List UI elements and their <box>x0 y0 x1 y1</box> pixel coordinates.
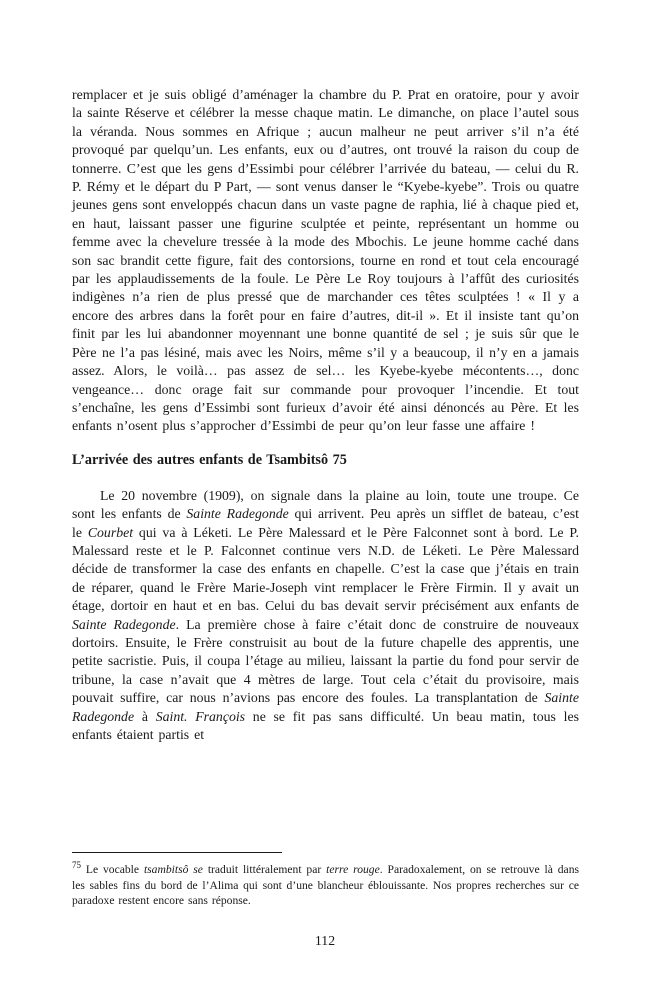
footnote-block <box>72 852 579 909</box>
text-segment-normal: qui va à Léketi. Le Père Malessard et le Père Falconnet sont à bord. Le P. Malessard reste et le P. Falconnet continue vers N.D. de Léketi. Le Père Malessard décide de transformer la case des enfants en chapelle. C’est la case que j’étais en train de réparer, quand le Frère Marie-Joseph vint remplacer le Frère Firmin. Il y avait un étage, dortoir en haut et en bas. Celui du bas devait servir précisément aux enfants de <box>72 524 580 614</box>
text-segment-normal: traduit littéralement par <box>202 863 327 876</box>
footnote-text <box>72 862 579 909</box>
text-segment-normal: Le vocable <box>81 863 144 876</box>
text-segment-normal: qui arrivent. Peu après un sifflet de bateau, c’est le <box>72 506 579 540</box>
text-segment-normal: remplacer et je suis obligé d’aménager la chambre du P. Prat en oratoire, pour y avoir la sainte Réserve et célébrer la messe chaque matin. Le dimanche, on place l’autel sous la véranda. Nous sommes en Afrique ; aucun malheur ne peut arriver s’il n’a été provoqué par quelqu’un. Les enfants, eux ou d’autres, ont trouvé la raison du coup de tonnerre. C’est que les gens d’Essimbi pour célébrer l’arrivée du bateau, — celui du R. P. Rémy et le départ du P Part, — sont venus danser le “Kyebe-kyebe”. Trois ou quatre jeunes gens sont enveloppés chacun dans un vaste pagne de raphia, lié à chaque pied et, en haut, laissant passer une figurine sculptée et peinte, représentant un homme ou femme avec la chevelure tressée à la mode des Mbochis. Le jeune homme caché dans son sac brandit cette figure, fait des contorsions, tourne en rond et tout cela encouragé par les applaudissements de la foule. Le Père Le Roy toujours à l’affût des curiosités indigènes n’a rien de plus pressé que de marchander ces têtes sculptées ! « Il y a encore des arbres dans la forêt pour en faire d’autres, dit-il ». Et il insiste tant qu’on finit par les lui abandonner moyennant une bonne quantité de sel ; je suis sûr que le Père ne l’a pas lésiné, mais avec les Noirs, même s’il y a beaucoup, il n’y en a jamais assez. Alors, le voilà… pas assez de sel… les Kyebe-kyebe mécontents…, donc vengeance… donc orage fait sur commande pour provoquer l’incendie. Et tout s’enchaîne, les gens d’Essimbi sont furieux d’avoir été ainsi dénoncés au Père. Et les enfants n’osent plus s’approcher d’Essimbi de peur qu’on leur fasse une affaire ! <box>72 87 579 434</box>
footnote-separator-rule <box>72 852 282 853</box>
paragraph-main <box>72 487 579 745</box>
section-heading: L’arrivée des autres enfants de Tsambitsô 75 <box>72 451 347 468</box>
text-segment-italic: tsambitsô se <box>143 863 203 876</box>
text-segment-sup: 75 <box>72 860 81 871</box>
text-segment-italic: Courbet <box>87 524 134 540</box>
text-segment-normal: . Paradoxalement, on se retrouve là dans les sables fins du bord de l’Alima qui sont d’une blancheur éblouissante. Nos propres recherches sur ce paradoxe restent encore sans réponse. <box>72 863 580 908</box>
text-segment-italic: Sainte Radegonde <box>72 616 176 632</box>
text-segment-italic: Sainte Radegonde <box>186 506 289 522</box>
text-segment-normal: Le 20 novembre (1909), on signale dans la plaine au loin, toute une troupe. Ce sont les enfants de <box>72 487 579 522</box>
text-segment-normal: ne se fit pas sans difficulté. Un beau matin, tous les enfants étaient partis et <box>72 708 579 742</box>
text-column <box>72 86 579 744</box>
text-segment-italic: Sainte Radegonde <box>72 690 579 724</box>
paragraph-continuation <box>72 86 579 436</box>
text-segment-normal: à <box>134 708 156 724</box>
text-segment-normal: . La première chose à faire c’était donc de construire de nouveaux dortoirs. Ensuite, le Frère construisit au bout de la future chapelle des apprentis, une petite sacristie. Puis, il coupa l’étage au milieu, laissant la partie du fond pour servir de tribune, la case n’avait que 4 mètres de large. Tout cela c’était du provisoire, mais pouvait suffire, car nous n’avions pas encore des foules. La transplantation de <box>72 616 579 706</box>
text-segment-italic: terre rouge <box>326 863 380 876</box>
page-number: 112 <box>314 933 336 948</box>
text-segment-italic: Saint. François <box>155 708 246 724</box>
